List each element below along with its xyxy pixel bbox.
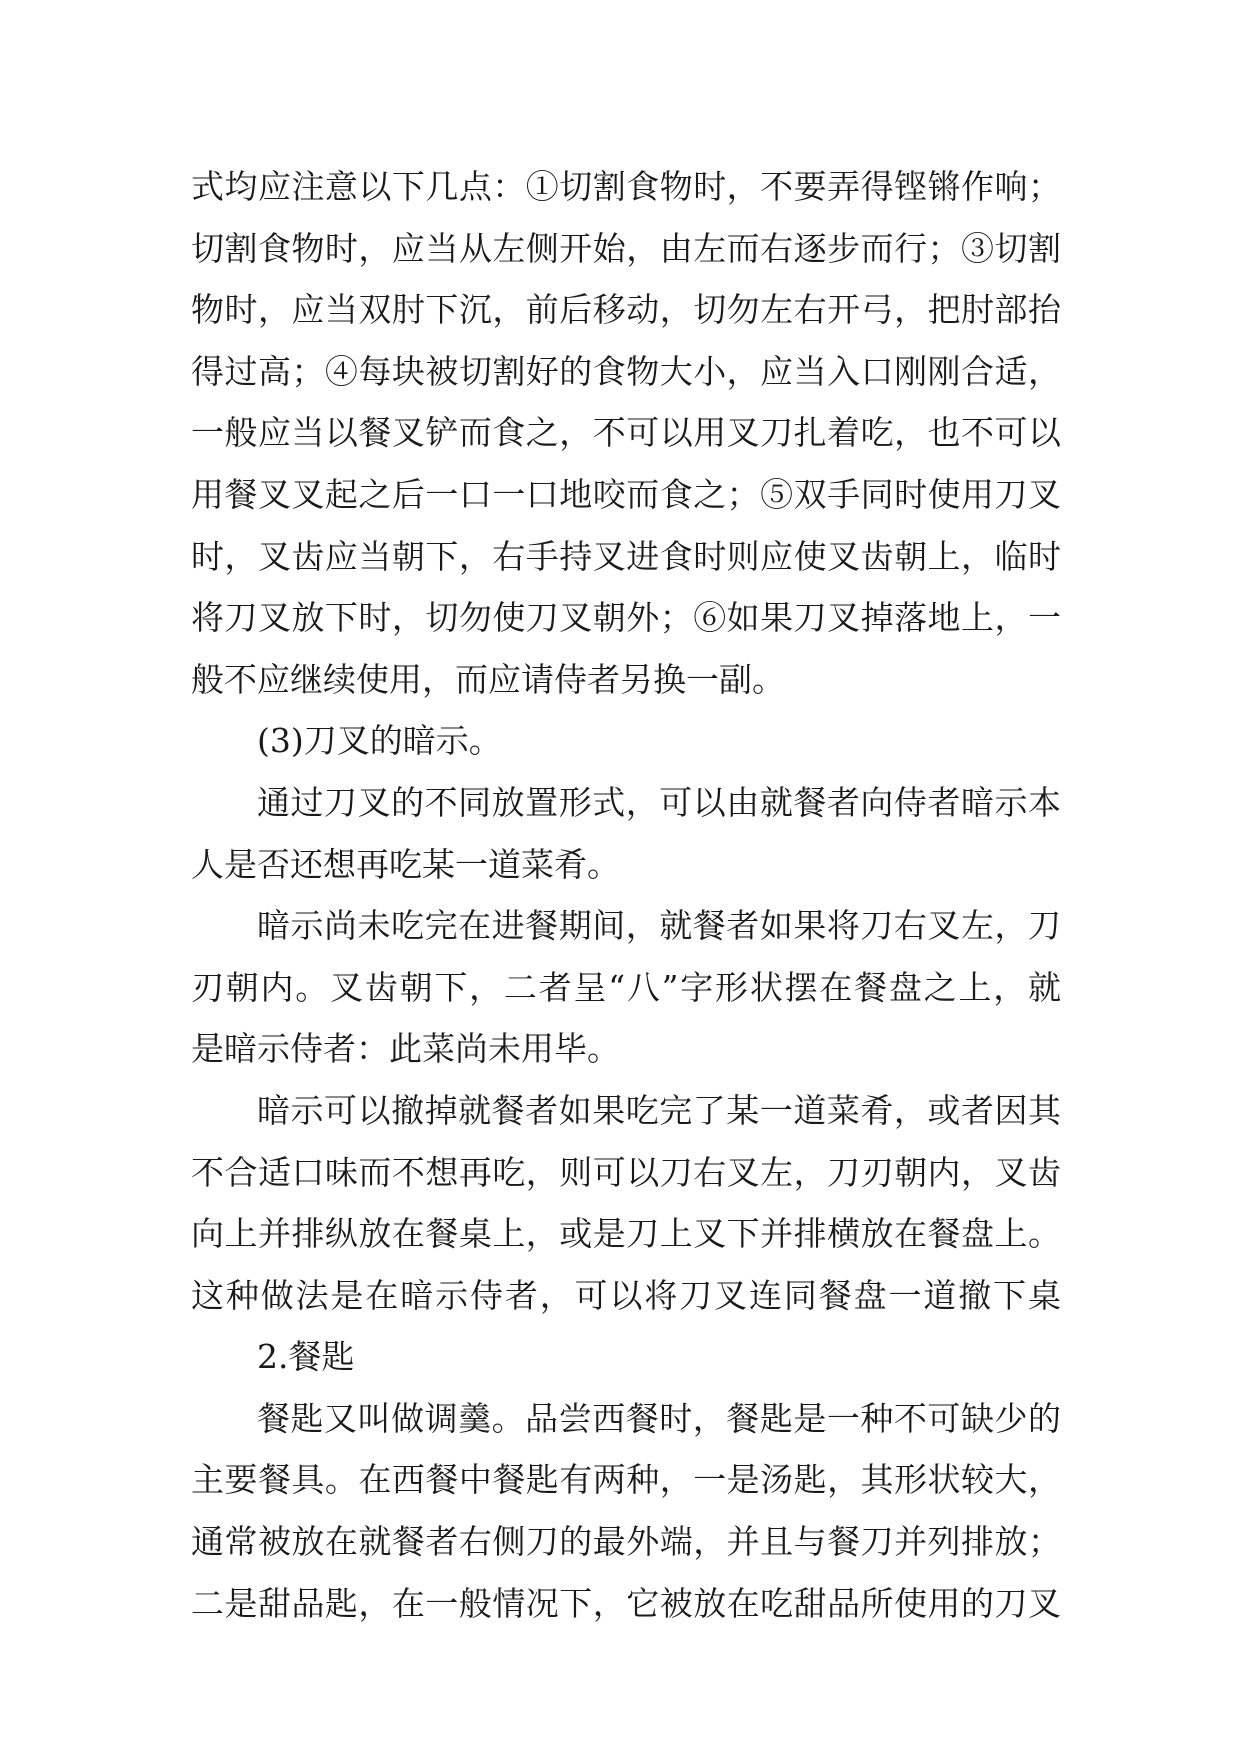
text-line: 不合适口味而不想再吃，则可以刀右叉左，刀刃朝内，叉齿 [191,1152,1061,1192]
text-line: 暗示尚未吃完在进餐期间，就餐者如果将刀右叉左，刀 [257,906,1061,946]
text-line: 这种做法是在暗示侍者，可以将刀叉连同餐盘一道撤下桌 [191,1275,1061,1315]
text-line: 暗示可以撤掉就餐者如果吃完了某一道菜肴，或者因其 [257,1090,1061,1130]
text-line: 刃朝内。叉齿朝下，二者呈“八”字形状摆在餐盘之上，就 [191,967,1061,1007]
body-text [191,156,1061,1634]
section-heading: 2.餐匙 [257,1337,355,1377]
text-line: 物时，应当双肘下沉，前后移动，切勿左右开弓，把肘部抬 [191,290,1061,330]
text-line: 向上并排纵放在餐桌上，或是刀上叉下并排横放在餐盘上。 [191,1214,1061,1254]
text-line: 是暗示侍者：此菜尚未用毕。 [191,1029,620,1069]
text-line: 一般应当以餐叉铲而食之，不可以用叉刀扎着吃，也不可以 [191,413,1061,453]
text-line: 切割食物时，应当从左侧开始，由左而右逐步而行；③切割 [191,228,1061,268]
section-heading: (3)刀叉的暗示。 [257,721,502,761]
text-line: 般不应继续使用，而应请侍者另换一副。 [191,659,785,699]
text-line: 时，叉齿应当朝下，右手持叉进食时则应使叉齿朝上，临时 [191,536,1061,576]
text-line: 主要餐具。在西餐中餐匙有两种，一是汤匙，其形状较大， [191,1460,1061,1500]
text-line: 人是否还想再吃某一道菜肴。 [191,844,620,884]
text-line: 式均应注意以下几点：①切割食物时，不要弄得铿锵作响； [191,167,1061,206]
text-line: 二是甜品匙，在一般情况下，它被放在吃甜品所使用的刀叉 [191,1583,1061,1623]
text-line: 通过刀叉的不同放置形式，可以由就餐者向侍者暗示本 [257,782,1061,822]
text-line: 通常被放在就餐者右侧刀的最外端，并且与餐刀并列排放； [191,1522,1061,1562]
text-line: 得过高；④每块被切割好的食物大小，应当入口刚刚合适， [191,351,1061,391]
text-line: 将刀叉放下时，切勿使刀叉朝外；⑥如果刀叉掉落地上，一 [191,598,1061,638]
text-line: 用餐叉叉起之后一口一口地咬而食之；⑤双手同时使用刀叉 [191,474,1061,514]
text-line: 餐匙又叫做调羹。品尝西餐时，餐匙是一种不可缺少的 [257,1398,1061,1438]
